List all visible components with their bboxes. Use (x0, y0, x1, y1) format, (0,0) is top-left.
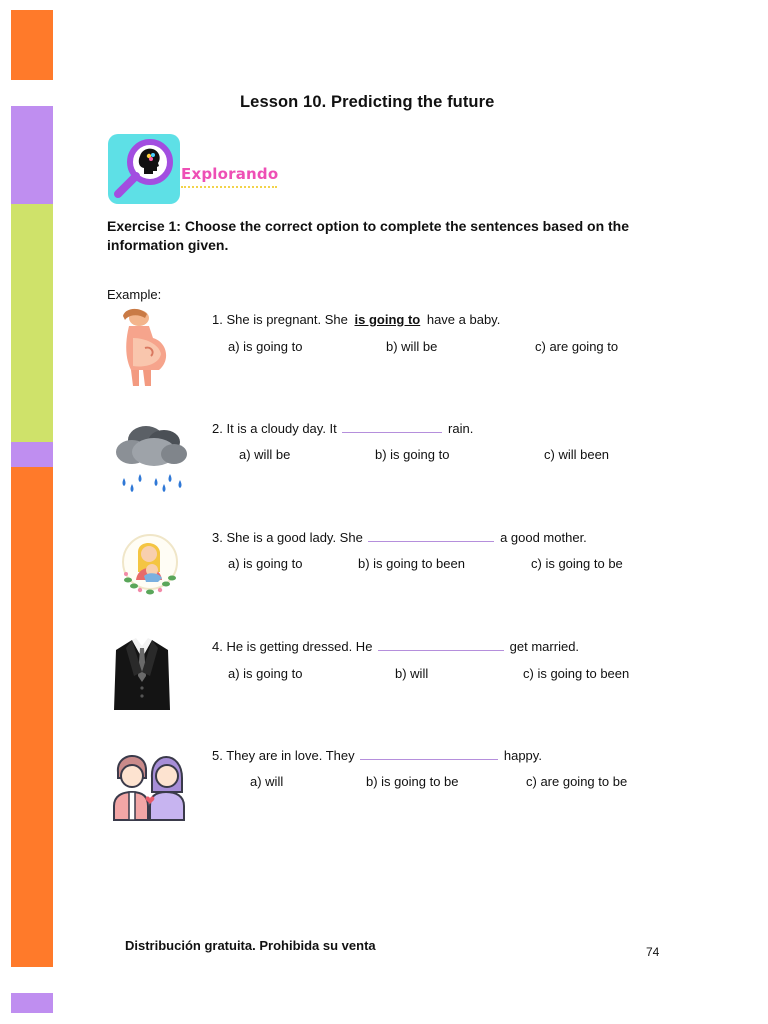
question-4 (212, 639, 579, 654)
question-1-option-a[interactable]: a) is going to (228, 339, 303, 354)
suit-icon (112, 636, 172, 712)
page-number: 74 (646, 945, 660, 959)
side-bar-lime (11, 204, 53, 442)
question-5-option-b[interactable]: b) is going to be (366, 774, 459, 789)
question-3-text: 3. She is a good lady. She (212, 530, 363, 545)
couple-icon (112, 744, 186, 822)
side-bar-lilac-bottom (11, 993, 53, 1013)
side-bar-lilac (11, 106, 53, 204)
question-1-tail: have a baby. (426, 312, 501, 327)
question-1-text: 1. She is pregnant. She (212, 312, 348, 327)
question-1 (212, 312, 500, 327)
question-5-text: 5. They are in love. They (212, 748, 355, 763)
question-4-tail: get married. (509, 639, 580, 654)
question-2-text: 2. It is a cloudy day. It (212, 421, 337, 436)
exercise-title: Exercise 1: Choose the correct option to complete the sentences based on the information given. (107, 218, 630, 253)
question-2-tail: rain. (448, 421, 474, 436)
question-3-blank[interactable] (368, 531, 494, 542)
question-5-tail: happy. (503, 748, 542, 763)
question-4-text: 4. He is getting dressed. He (212, 639, 373, 654)
question-3-option-b[interactable]: b) is going to been (358, 556, 465, 571)
side-bar-orange-top (11, 10, 53, 80)
side-bar-orange-main (11, 467, 53, 967)
question-4-option-a[interactable]: a) is going to (228, 666, 303, 681)
magnifier-head-icon (108, 134, 180, 204)
question-4-option-b[interactable]: b) will (395, 666, 429, 681)
question-5-option-a[interactable]: a) will (250, 774, 284, 789)
mother-baby-icon (118, 530, 180, 598)
logo-underline (181, 186, 277, 188)
question-3-option-c[interactable]: c) is going to be (531, 556, 623, 571)
question-3 (212, 530, 587, 545)
question-4-option-c[interactable]: c) is going to been (523, 666, 630, 681)
question-2-option-c[interactable]: c) will been (544, 447, 610, 462)
question-2-option-b[interactable]: b) is going to (375, 447, 450, 462)
rain-cloud-icon (112, 418, 190, 494)
example-label: Example: (107, 287, 162, 302)
question-1-answer: is going to (354, 312, 421, 327)
footer-text: Distribución gratuita. Prohibida su venta (125, 938, 376, 953)
pregnant-woman-icon (115, 308, 175, 386)
logo-text: Explorando (181, 165, 279, 183)
question-5-blank[interactable] (360, 749, 498, 760)
question-1-option-b[interactable]: b) will be (386, 339, 438, 354)
lesson-title: Lesson 10. Predicting the future (240, 93, 495, 111)
question-3-tail: a good mother. (500, 530, 587, 545)
question-2 (212, 421, 473, 436)
question-3-option-a[interactable]: a) is going to (228, 556, 303, 571)
explorando-logo (108, 134, 180, 204)
question-1-option-c[interactable]: c) are going to (535, 339, 619, 354)
question-5 (212, 748, 542, 763)
question-4-blank[interactable] (378, 640, 504, 651)
question-2-option-a[interactable]: a) will be (239, 447, 291, 462)
question-2-blank[interactable] (342, 422, 442, 433)
question-5-option-c[interactable]: c) are going to be (526, 774, 628, 789)
side-bar-lilac-small (11, 442, 53, 467)
